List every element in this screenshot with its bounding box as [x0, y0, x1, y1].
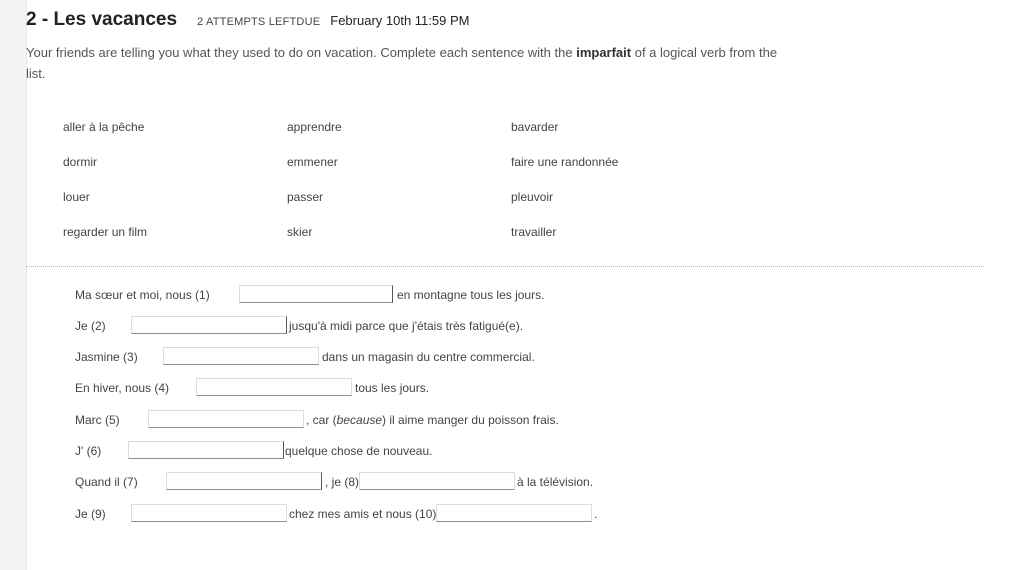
due-date: February 10th 11:59 PM — [330, 13, 470, 28]
sentence-4-prompt: En hiver, nous (4) — [75, 381, 170, 395]
word-bank-item: faire une randonnée — [511, 155, 619, 169]
answer-input-5[interactable] — [148, 410, 304, 428]
answer-input-1[interactable] — [239, 285, 393, 303]
answer-input-4[interactable] — [196, 378, 352, 396]
sentence-7-prompt: Quand il (7) — [75, 475, 138, 489]
sentence-8-end: . — [594, 507, 598, 521]
sentence-5-end-text: , car ( — [306, 413, 337, 427]
sentence-4-end: tous les jours. — [355, 381, 430, 395]
attempts-left: 2 ATTEMPTS LEFT — [197, 16, 297, 28]
word-bank-item: dormir — [63, 155, 98, 169]
instructions-text: Your friends are telling you what they used to do on vacation. Complete each sentence with the — [26, 45, 577, 60]
word-bank-item: apprendre — [287, 120, 342, 134]
sentence-8-prompt: Je (9) — [75, 507, 106, 521]
section-divider — [26, 266, 984, 267]
sentence-1-prompt: Ma sœur et moi, nous (1) — [75, 288, 210, 302]
sentence-8-mid: chez mes amis et nous (10) — [289, 507, 437, 521]
assignment-header — [26, 9, 469, 31]
sentence-3-end: dans un magasin du centre commercial. — [322, 350, 535, 364]
instructions — [26, 42, 796, 84]
sentence-6-end: quelque chose de nouveau. — [285, 444, 433, 458]
answer-input-10[interactable] — [436, 504, 592, 522]
word-bank-item: bavarder — [511, 120, 559, 134]
word-bank-item: passer — [287, 190, 324, 204]
word-bank-item: skier — [287, 225, 313, 239]
word-bank-item: pleuvoir — [511, 190, 554, 204]
answer-input-6[interactable] — [128, 441, 284, 459]
answer-input-8[interactable] — [359, 472, 515, 490]
sentence-5-gloss: because — [336, 413, 383, 427]
word-bank-item: aller à la pêche — [63, 120, 145, 134]
instructions-emphasis: imparfait — [576, 45, 632, 60]
sentence-5-end-rest: ) il aime manger du poisson frais. — [382, 413, 559, 427]
sentence-7-end: à la télévision. — [517, 475, 594, 489]
sentence-2-prompt: Je (2) — [75, 319, 106, 333]
sentence-7-mid: , je (8) — [325, 475, 360, 489]
answer-input-3[interactable] — [163, 347, 319, 365]
sentence-3-prompt: Jasmine (3) — [75, 350, 138, 364]
word-bank-item: emmener — [287, 155, 338, 169]
answer-input-7[interactable] — [166, 472, 322, 490]
answer-input-9[interactable] — [131, 504, 287, 522]
page-title: 2 - Les vacances — [26, 9, 178, 30]
sentence-1-end: en montagne tous les jours. — [397, 288, 545, 302]
sentence-5-end — [306, 413, 559, 427]
sentence-2-end: jusqu'à midi parce que j'étais très fatigué(e). — [289, 319, 524, 333]
answer-input-2[interactable] — [131, 316, 287, 334]
sentence-6-prompt: J' (6) — [75, 444, 102, 458]
instructions-text-end: of a logical verb from the list. — [26, 45, 778, 81]
word-bank-item: regarder un film — [63, 225, 148, 239]
sentence-5-prompt: Marc (5) — [75, 413, 120, 427]
due-label: DUE — [296, 16, 321, 28]
word-bank-item: louer — [63, 190, 90, 204]
word-bank-item: travailler — [511, 225, 557, 239]
